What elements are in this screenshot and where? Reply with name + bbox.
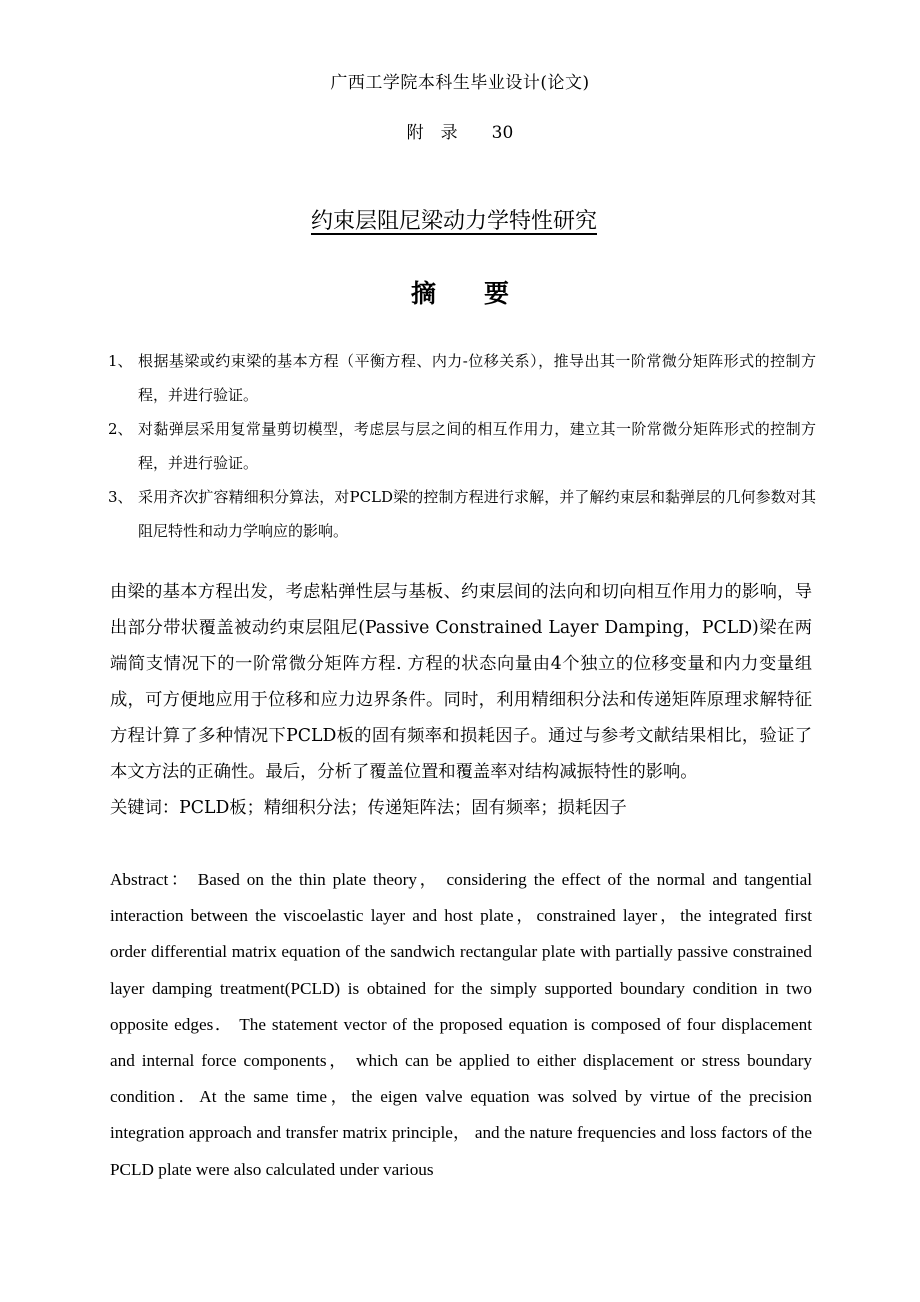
appendix-label: 附 录	[406, 123, 458, 143]
english-abstract-paragraph	[110, 862, 812, 1188]
english-abstract-label: Abstract：	[110, 870, 191, 889]
running-header	[0, 68, 920, 93]
abstract-heading-char2: 要	[484, 279, 510, 308]
chinese-abstract-paragraph: 由梁的基本方程出发，考虑粘弹性层与基板、约束层间的法向和切向相互作用力的影响，导出部分带状覆盖被动约束层阻尼(Passive Constrained Layer Damping，PCLD)梁在两端简支情况下的一阶常微分矩阵方程. 方程的状态向量由4个独立的位移变量和内力变量组成，可方便地应用于位移和应力边界条件。同时，利用精细积分法和传递矩阵原理求解特征方程计算了多种情况下PCLD板的固有频率和损耗因子。通过与参考文献结果相比，验证了本文方法的正确性。最后，分析了覆盖位置和覆盖率对结构减振特性的影响。	[110, 582, 812, 782]
keywords-label: 关键词：	[110, 798, 180, 818]
thesis-title-text: 约束层阻尼梁动力学特性研究	[310, 209, 597, 234]
abstract-heading-char1: 摘	[410, 279, 436, 308]
list-item-number: 3、	[108, 488, 133, 506]
list-item-text: 对黏弹层采用复常量剪切模型，考虑层与层之间的相互作用力，建立其一阶常微分矩阵形式的控制方程，并进行验证。	[138, 420, 816, 472]
keywords-line	[110, 790, 812, 826]
running-title: 广西工学院本科生毕业设计(论文)	[330, 73, 590, 93]
thesis-title	[0, 204, 920, 235]
list-item	[108, 344, 816, 412]
research-goals-list	[108, 344, 816, 548]
list-item-number: 1、	[108, 352, 133, 370]
list-item	[108, 412, 816, 480]
keywords-text: PCLD板；精细积分法；传递矩阵法；固有频率；损耗因子	[179, 798, 627, 818]
list-item-number: 2、	[108, 420, 133, 438]
appendix-line	[0, 118, 920, 143]
english-abstract-text: Based on the thin plate theory， considering the effect of the normal and tangential interaction between the viscoelastic layer and host plate，constrained layer，the integrated first order differential matrix equation of the sandwich rectangular plate with partially passive constrained layer damping treatment(PCLD) is obtained for the simply supported boundary condition in two opposite edges． The statement vector of the proposed equation is composed of four displacement and internal force components， which can be applied to either displacement or stress boundary condition．At the same time，the eigen valve equation was solved by virtue of the precision integration approach and transfer matrix principle， and the nature frequencies and loss factors of the PCLD plate were also calculated under various	[110, 870, 812, 1179]
appendix-number: 30	[491, 123, 514, 143]
list-item	[108, 480, 816, 548]
abstract-heading	[0, 274, 920, 310]
list-item-text: 根据基梁或约束梁的基本方程（平衡方程、内力-位移关系），推导出其一阶常微分矩阵形式的控制方程，并进行验证。	[138, 352, 816, 404]
list-item-text: 采用齐次扩容精细积分算法，对PCLD梁的控制方程进行求解，并了解约束层和黏弹层的几何参数对其阻尼特性和动力学响应的影响。	[138, 488, 816, 540]
